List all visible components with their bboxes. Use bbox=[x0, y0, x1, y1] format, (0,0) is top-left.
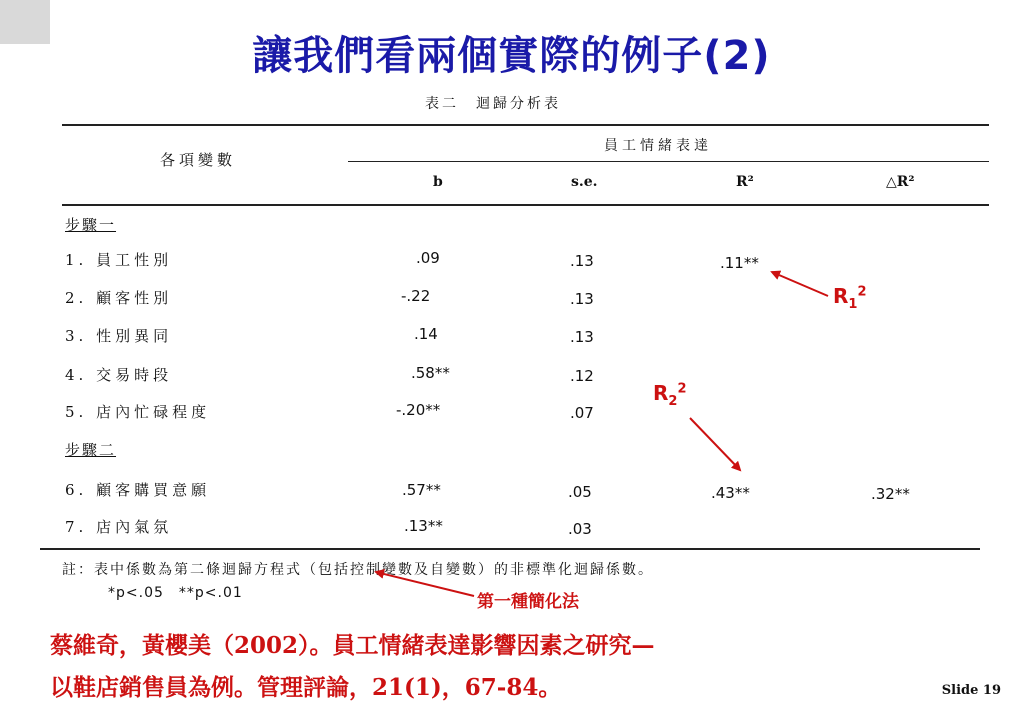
row-se: .13 bbox=[570, 252, 594, 270]
row-b: .14 bbox=[414, 325, 438, 343]
col-header-r2: R² bbox=[736, 174, 754, 190]
col-header-delta-r2: △R² bbox=[886, 174, 915, 190]
row-se: .13 bbox=[570, 328, 594, 346]
row-delta-r2: .32** bbox=[871, 485, 910, 503]
row-b: .57** bbox=[402, 481, 441, 499]
row-label: 7. 店內氣氛 bbox=[65, 518, 173, 536]
row-b: -.20** bbox=[396, 401, 441, 419]
annotation-base: R bbox=[833, 284, 849, 308]
row-se: .03 bbox=[568, 520, 592, 538]
variables-header: 各項變數 bbox=[160, 151, 237, 169]
annotation-base: R bbox=[653, 381, 669, 405]
row-b: .13** bbox=[404, 517, 443, 535]
significance-note: *p<.05 **p<.01 bbox=[108, 585, 243, 601]
table-caption: 表二 迴歸分析表 bbox=[425, 96, 561, 112]
row-label: 3. 性別異同 bbox=[65, 327, 173, 345]
slide-number: Slide 19 bbox=[941, 683, 1001, 698]
row-b: .58** bbox=[411, 364, 450, 382]
row-b: .09 bbox=[416, 249, 440, 267]
r2-arrow bbox=[690, 418, 740, 470]
slide-title: 讓我們看兩個實際的例子(2) bbox=[252, 33, 771, 79]
simplify-arrow bbox=[376, 572, 474, 596]
row-label: 2. 顧客性別 bbox=[65, 289, 173, 307]
col-header-se: s.e. bbox=[571, 174, 598, 190]
table-note: 註：表中係數為第二條迴歸方程式（包括控制變數及自變數）的非標準化迴歸係數。 bbox=[62, 562, 654, 578]
row-r2: .11** bbox=[720, 254, 759, 272]
row-se: .05 bbox=[568, 483, 592, 501]
step2-label: 步驟二 bbox=[65, 441, 117, 459]
simplify-method-annotation: 第一種簡化法 bbox=[477, 592, 579, 612]
col-header-b: b bbox=[433, 174, 443, 190]
row-label: 4. 交易時段 bbox=[65, 366, 173, 384]
row-b: -.22 bbox=[401, 287, 431, 305]
row-se: .12 bbox=[570, 367, 594, 385]
row-label: 1. 員工性別 bbox=[65, 251, 173, 269]
row-label: 5. 店內忙碌程度 bbox=[65, 403, 211, 421]
step1-label: 步驟一 bbox=[65, 216, 117, 234]
row-se: .13 bbox=[570, 290, 594, 308]
row-r2: .43** bbox=[711, 484, 750, 502]
row-se: .07 bbox=[570, 404, 594, 422]
r1-arrow bbox=[772, 272, 828, 296]
annotation-sub: 2 bbox=[668, 394, 678, 409]
group-header: 員工情緒表達 bbox=[604, 138, 712, 154]
annotation-sup: 2 bbox=[857, 284, 867, 300]
citation-line-2: 以鞋店銷售員為例。管理評論，21(1)，67-84。 bbox=[50, 674, 562, 701]
citation-line-1: 蔡維奇，黃櫻美（2002）。員工情緒表達影響因素之研究— bbox=[50, 632, 655, 659]
row-label: 6. 顧客購買意願 bbox=[65, 481, 211, 499]
annotation-sub: 1 bbox=[848, 297, 858, 312]
annotation-sup: 2 bbox=[677, 381, 687, 397]
